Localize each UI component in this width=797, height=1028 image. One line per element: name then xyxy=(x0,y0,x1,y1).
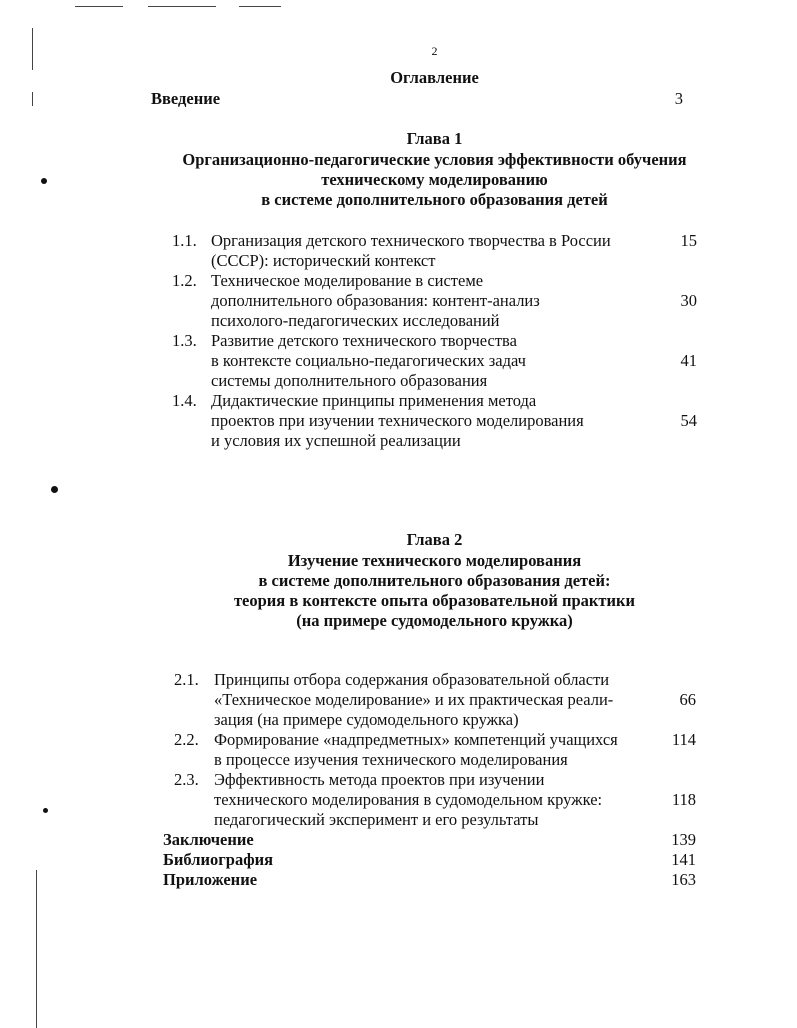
section-title-line: Организация детского технического творчества в России xyxy=(211,231,611,250)
chapter-1-title-line: техническому моделированию xyxy=(321,170,548,189)
section-number: 1.4. xyxy=(172,391,197,410)
section-title-line: проектов при изучении технического моделирования xyxy=(211,411,584,430)
section-title-line: и условия их успешной реализации xyxy=(211,431,461,450)
section-number: 2.2. xyxy=(174,730,199,749)
section-title-line: зация (на примере судомодельного кружка) xyxy=(214,710,519,729)
section-title-line: психолого-педагогических исследований xyxy=(211,311,500,330)
section-title-line: в контексте социально-педагогических задач xyxy=(211,351,526,370)
scan-artifact-dot xyxy=(43,808,48,813)
chapter-2-title xyxy=(0,551,797,631)
chapter-1-title-line: Организационно-педагогические условия эффективности обучения xyxy=(182,150,687,169)
section-page: 54 xyxy=(680,411,697,430)
toc-entry-intro: Введение xyxy=(151,89,221,108)
section-title-line: технического моделирования в судомодельном кружке: xyxy=(214,790,603,809)
toc-entry-bibliography: Библиография xyxy=(163,850,274,869)
section-page: 15 xyxy=(680,231,697,250)
chapter-2-title-line: Изучение технического моделирования xyxy=(287,551,582,570)
section-title-line: дополнительного образования: контент-анализ xyxy=(211,291,540,310)
chapter-1-label: Глава 1 xyxy=(406,129,463,148)
section-title-line: Техническое моделирование в системе xyxy=(211,271,484,290)
section-page: 66 xyxy=(679,690,696,709)
section-number: 2.1. xyxy=(174,670,199,689)
section-number: 2.3. xyxy=(174,770,199,789)
section-page: 114 xyxy=(671,730,696,749)
section-number: 1.2. xyxy=(172,271,197,290)
scan-artifact-line xyxy=(32,92,33,106)
section-page: 30 xyxy=(680,291,697,310)
section-page: 118 xyxy=(671,790,696,809)
chapter-1-title-line: в системе дополнительного образования детей xyxy=(261,190,608,209)
toc-entry-bibliography-page: 141 xyxy=(671,850,696,869)
scan-artifact-line xyxy=(148,6,216,7)
scan-artifact-dot xyxy=(51,486,58,493)
section-title-line: Эффективность метода проектов при изучении xyxy=(214,770,545,789)
section-number: 1.3. xyxy=(172,331,197,350)
toc-entry-conclusion-page: 139 xyxy=(671,830,696,849)
section-title-line: «Техническое моделирование» и их практическая реали- xyxy=(214,690,614,709)
chapter-2-title-line: в системе дополнительного образования детей: xyxy=(258,571,611,590)
section-title-line: Формирование «надпредметных» компетенций учащихся xyxy=(214,730,618,749)
section-title-line: Развитие детского технического творчества xyxy=(211,331,517,350)
toc-title: Оглавление xyxy=(390,68,479,87)
scan-artifact-line xyxy=(36,870,37,1028)
section-number: 1.1. xyxy=(172,231,197,250)
section-title-line: системы дополнительного образования xyxy=(211,371,488,390)
section-title-line: педагогический эксперимент и его результаты xyxy=(214,810,539,829)
chapter-2-title-line: (на примере судомодельного кружка) xyxy=(296,611,573,630)
section-title-line: в процессе изучения технического моделирования xyxy=(214,750,568,769)
toc-entry-intro-page: 3 xyxy=(674,89,683,108)
toc-entry-appendix-page: 163 xyxy=(671,870,696,889)
toc-entry-appendix: Приложение xyxy=(163,870,258,889)
section-title-line: (СССР): исторический контекст xyxy=(211,251,436,270)
chapter-1-title xyxy=(0,150,797,210)
section-page: 41 xyxy=(680,351,697,370)
page-number: 2 xyxy=(431,44,438,58)
section-title-line: Принципы отбора содержания образовательной области xyxy=(214,670,610,689)
chapter-2-title-line: теория в контексте опыта образовательной практики xyxy=(233,591,636,610)
scan-artifact-line xyxy=(75,6,123,7)
toc-entry-conclusion: Заключение xyxy=(163,830,254,849)
scan-artifact-line xyxy=(239,6,281,7)
chapter-2-label: Глава 2 xyxy=(406,530,463,549)
section-title-line: Дидактические принципы применения метода xyxy=(211,391,537,410)
